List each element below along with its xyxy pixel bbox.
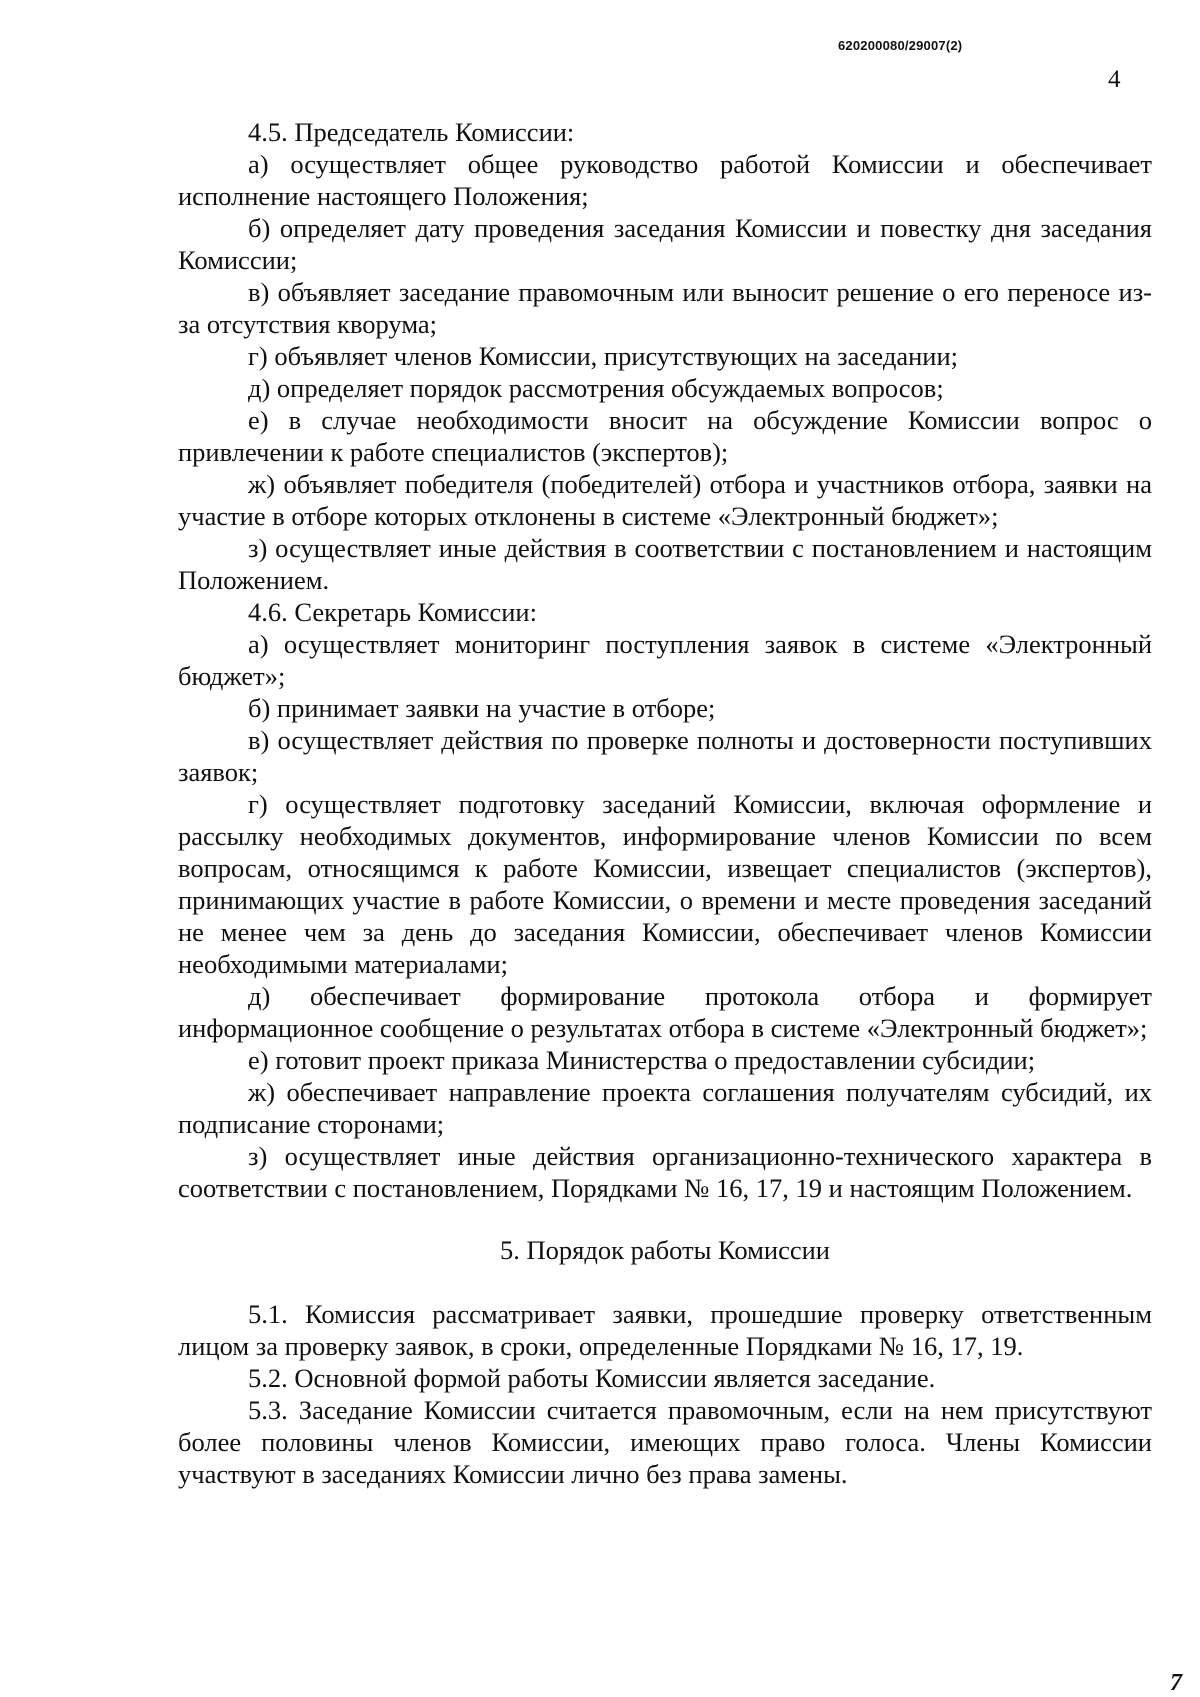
paragraph-4-6-zh: ж) обеспечивает направление проекта соглашения получателям субсидий, их подписание сторонами;: [178, 1077, 1152, 1139]
paragraph-4-6-b: б) принимает заявки на участие в отборе;: [248, 693, 716, 723]
paragraph-4-5-b: б) определяет дату проведения заседания Комиссии и повестку дня заседания Комиссии;: [178, 213, 1152, 275]
paragraph-4-5-z: з) осуществляет иные действия в соответствии с постановлением и настоящим Положением.: [178, 533, 1152, 595]
paragraph-4-5-e: е) в случае необходимости вносит на обсуждение Комиссии вопрос о привлечении к работе специалистов (экспертов);: [178, 405, 1152, 467]
paragraph-4-6-a: а) осуществляет мониторинг поступления заявок в системе «Электронный бюджет»;: [178, 629, 1152, 691]
paragraph-4-6-g: г) осуществляет подготовку заседаний Комиссии, включая оформление и рассылку необходимых документов, информирование членов Комиссии по всем вопросам, относящимся к работе Комиссии, извещает специалистов (экспертов), принимающих участие в работе Комиссии, о времени и месте проведения заседаний не менее чем за день до заседания Комиссии, обеспечивает членов Комиссии необходимыми материалами;: [178, 789, 1152, 979]
section-title: 5. Порядок работы Комиссии: [500, 1235, 830, 1265]
paragraph-4-6-e: е) готовит проект приказа Министерства о предоставлении субсидии;: [248, 1045, 1036, 1075]
paragraph-5-2: 5.2. Основной формой работы Комиссии является заседание.: [248, 1363, 936, 1393]
paragraph-4-5-a: а) осуществляет общее руководство работой Комиссии и обеспечивает исполнение настоящего Положения;: [178, 149, 1152, 211]
paragraph-4-5: 4.5. Председатель Комиссии:: [248, 117, 575, 147]
paragraph-4-6-d: д) обеспечивает формирование протокола отбора и формирует информационное сообщение о результатах отбора в системе «Электронный бюджет»;: [178, 981, 1152, 1043]
paragraph-4-5-v: в) объявляет заседание правомочным или выносит решение о его переносе из-за отсутствия кворума;: [178, 277, 1152, 339]
document-body: [178, 116, 1152, 1490]
document-id: 620200080/29007(2): [838, 38, 963, 53]
paragraph-4-5-zh: ж) объявляет победителя (победителей) отбора и участников отбора, заявки на участие в отборе которых отклонены в системе «Электронный бюджет»;: [178, 469, 1152, 531]
paragraph-4-5-g: г) объявляет членов Комиссии, присутствующих на заседании;: [248, 341, 958, 371]
paragraph-4-6: 4.6. Секретарь Комиссии:: [248, 597, 537, 627]
paragraph-5-3: 5.3. Заседание Комиссии считается правомочным, если на нем присутствуют более половины членов Комиссии, имеющих право голоса. Члены Комиссии участвуют в заседаниях Комиссии лично без права замены.: [178, 1395, 1152, 1489]
paragraph-5-1: 5.1. Комиссия рассматривает заявки, прошедшие проверку ответственным лицом за проверку заявок, в сроки, определенные Порядками № 16, 17, 19.: [178, 1299, 1152, 1361]
paragraph-4-6-z: з) осуществляет иные действия организационно-технического характера в соответствии с постановлением, Порядками № 16, 17, 19 и настоящим Положением.: [178, 1141, 1152, 1203]
handwritten-mark: 7: [1170, 1670, 1182, 1696]
paragraph-4-5-d: д) определяет порядок рассмотрения обсуждаемых вопросов;: [248, 373, 944, 403]
paragraph-4-6-v: в) осуществляет действия по проверке полноты и достоверности поступивших заявок;: [178, 725, 1152, 787]
page-number: 4: [1108, 66, 1121, 93]
